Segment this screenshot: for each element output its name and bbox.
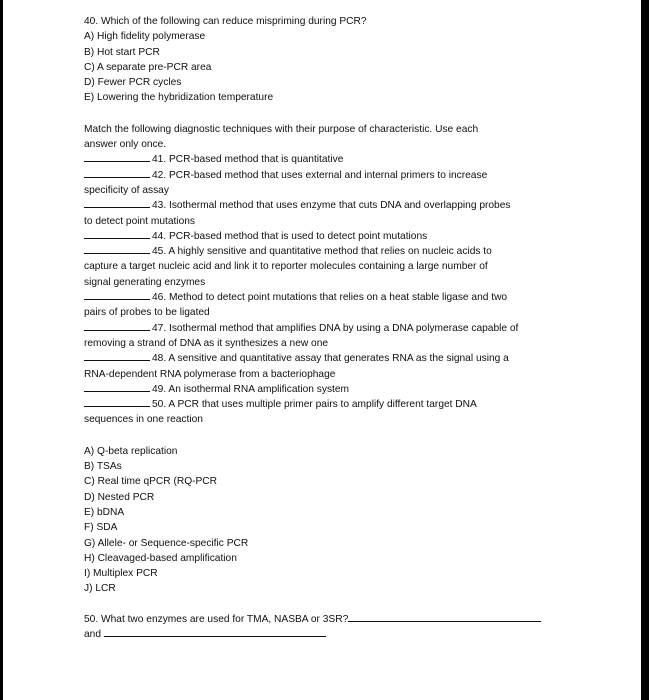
answer-line-1[interactable] — [348, 620, 541, 622]
answer-blank-43[interactable] — [84, 206, 150, 208]
q40-option-a: A) High fidelity polymerase — [84, 31, 206, 43]
match-item-48-text: 48. A sensitive and quantitative assay that generates RNA as the signal using a — [152, 353, 509, 365]
match-item-48 — [84, 351, 564, 382]
answer-blank-45[interactable] — [84, 252, 150, 254]
q40-option-e: E) Lowering the hybridization temperature — [84, 92, 274, 104]
answer-blank-48[interactable] — [84, 359, 150, 361]
match-item-42-text: 42. PCR-based method that uses external and internal primers to increase — [152, 169, 488, 181]
match-item-46 — [84, 290, 564, 321]
answer-choice-f: F) SDA — [84, 522, 118, 534]
answer-choice-h: H) Cleavaged-based amplification — [84, 552, 237, 564]
match-item-49 — [84, 382, 564, 397]
answer-line-2[interactable] — [104, 635, 326, 637]
question-40 — [84, 14, 564, 106]
answer-blank-50[interactable] — [84, 405, 150, 407]
match-item-47 — [84, 321, 564, 352]
match-item-43 — [84, 198, 564, 229]
match-item-46-text: 46. Method to detect point mutations that relies on a heat stable ligase and two — [152, 292, 508, 304]
match-item-41 — [84, 152, 564, 167]
answer-blank-47[interactable] — [84, 329, 150, 331]
matching-instructions-cont: answer only once. — [84, 139, 167, 151]
matching-section — [84, 122, 564, 597]
answer-choice-g: G) Allele- or Sequence-specific PCR — [84, 537, 249, 549]
answer-blank-41[interactable] — [84, 160, 150, 162]
match-item-41-text: 41. PCR-based method that is quantitative — [152, 154, 344, 166]
match-item-43-text: 43. Isothermal method that uses enzyme that cuts DNA and overlapping probes — [152, 200, 511, 212]
q40-option-b: B) Hot start PCR — [84, 46, 160, 58]
match-item-45-cont-1: capture a target nucleic acid and link it to reporter molecules containing a large number of — [84, 261, 488, 273]
left-border — [0, 0, 3, 700]
answer-blank-49[interactable] — [84, 390, 150, 392]
answer-blank-46[interactable] — [84, 298, 150, 300]
match-item-49-text: 49. An isothermal RNA amplification system — [152, 383, 350, 395]
answer-choice-b: B) TSAs — [84, 461, 122, 473]
answer-choices — [84, 444, 564, 597]
match-item-45-cont-2: signal generating enzymes — [84, 276, 206, 288]
answer-choice-i: I) Multiplex PCR — [84, 568, 158, 580]
answer-choice-j: J) LCR — [84, 583, 116, 595]
answer-blank-44[interactable] — [84, 237, 150, 239]
matching-instructions: Match the following diagnostic techniques with their purpose of characteristic. Use each — [84, 123, 479, 135]
match-item-44 — [84, 229, 564, 244]
worksheet-document — [84, 14, 564, 642]
match-item-45 — [84, 244, 564, 290]
answer-choice-d: D) Nested PCR — [84, 491, 155, 503]
q40-option-c: C) A separate pre-PCR area — [84, 61, 212, 73]
match-item-50 — [84, 397, 564, 428]
question-50-enzymes-text: 50. What two enzymes are used for TMA, NASBA or 3SR? — [84, 613, 349, 625]
match-item-48-cont: RNA-dependent RNA polymerase from a bacteriophage — [84, 368, 336, 380]
right-border — [641, 0, 649, 700]
match-item-46-cont: pairs of probes to be ligated — [84, 307, 210, 319]
match-item-43-cont: to detect point mutations — [84, 215, 195, 227]
match-item-47-cont: removing a strand of DNA as it synthesizes a new one — [84, 337, 329, 349]
match-item-42-cont: specificity of assay — [84, 184, 169, 196]
answer-blank-42[interactable] — [84, 176, 150, 178]
q40-option-d: D) Fewer PCR cycles — [84, 77, 182, 89]
question-40-text: 40. Which of the following can reduce mispriming during PCR? — [84, 16, 367, 27]
match-item-45-text: 45. A highly sensitive and quantitative method that relies on nucleic acids to — [152, 246, 492, 258]
match-item-50-cont: sequences in one reaction — [84, 414, 203, 426]
match-item-42 — [84, 168, 564, 199]
and-label: and — [84, 628, 101, 640]
match-item-47-text: 47. Isothermal method that amplifies DNA by using a DNA polymerase capable of — [152, 322, 519, 334]
match-item-44-text: 44. PCR-based method that is used to detect point mutations — [152, 230, 428, 242]
answer-choice-c: C) Real time qPCR (RQ-PCR — [84, 476, 218, 488]
answer-choice-a: A) Q-beta replication — [84, 445, 178, 457]
answer-choice-e: E) bDNA — [84, 506, 125, 518]
match-item-50-text: 50. A PCR that uses multiple primer pairs to amplify different target DNA — [152, 399, 477, 411]
question-50-enzymes — [84, 612, 564, 643]
